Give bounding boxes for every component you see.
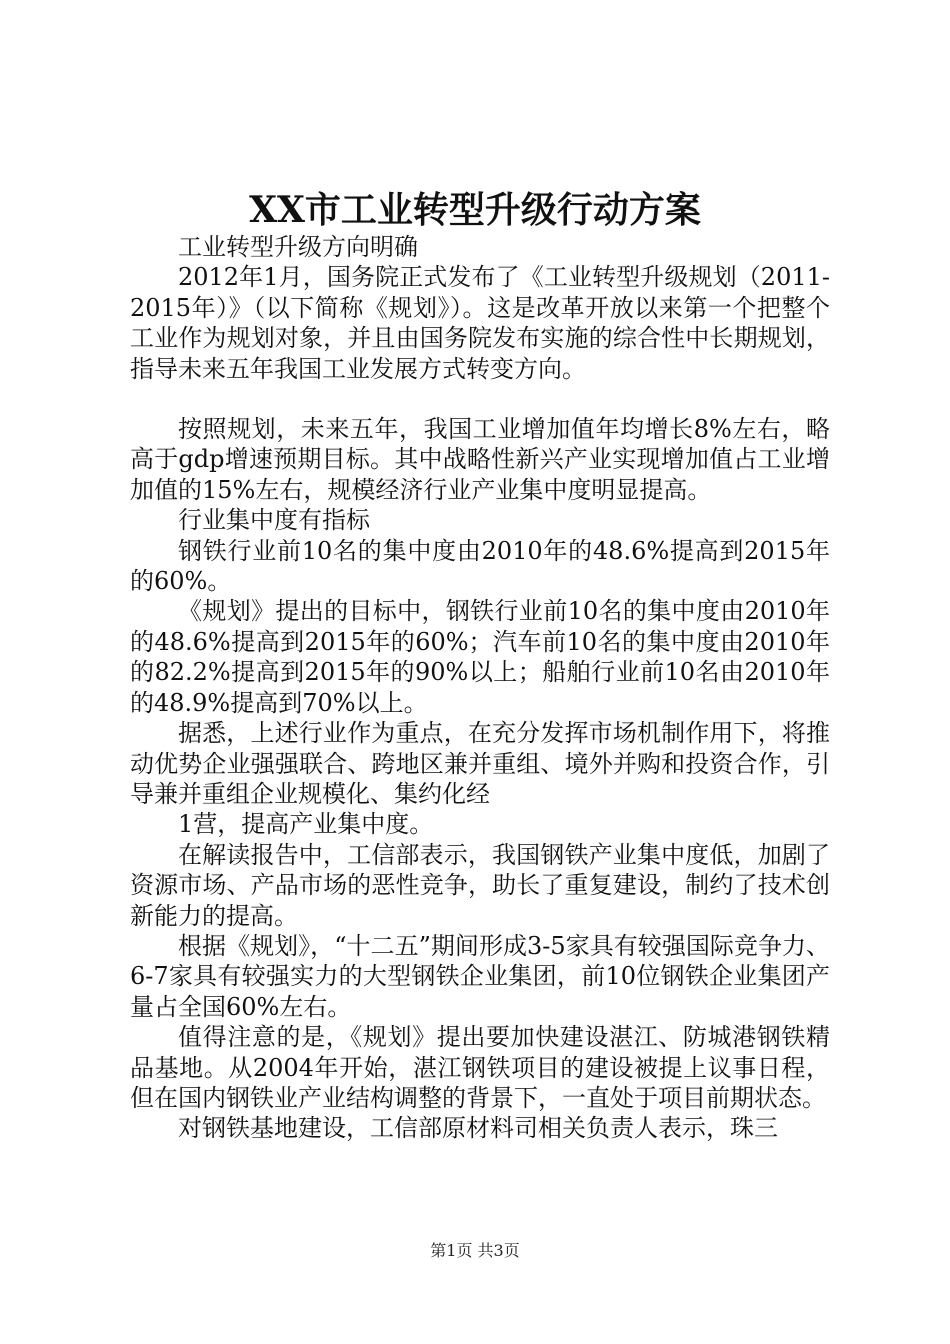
paragraph: 《规划》提出的目标中，钢铁行业前10名的集中度由2010年的48.6%提高到2015年的60%；汽车前10名的集中度由2010年的82.2%提高到2015年的90%以上；船舶行业前10名由2010年的48.9%提高到70%以上。: [130, 597, 830, 717]
paragraph: 值得注意的是，《规划》提出要加快建设湛江、防城港钢铁精品基地。从2004年开始，湛江钢铁项目的建设被提上议事日程，但在国内钢铁业产业结构调整的背景下，一直处于项目前期状态。: [130, 1023, 830, 1112]
paragraph: 1营，提高产业集中度。: [178, 810, 434, 839]
paragraph: 对钢铁基地建设，工信部原材料司相关负责人表示，珠三: [178, 1114, 778, 1143]
page-number-footer: 第1页 共3页: [430, 1241, 520, 1260]
paragraph: 据悉，上述行业作为重点，在充分发挥市场机制作用下，将推动优势企业强强联合、跨地区兼并重组、境外并购和投资合作，引导兼并重组企业规模化、集约化经: [130, 719, 830, 808]
paragraph: 按照规划，未来五年，我国工业增加值年均增长8%左右，略高于gdp增速预期目标。其中战略性新兴产业实现增加值占工业增加值的15%左右，规模经济行业产业集中度明显提高。: [130, 415, 830, 504]
paragraph: 在解读报告中，工信部表示，我国钢铁产业集中度低，加剧了资源市场、产品市场的恶性竞争，助长了重复建设，制约了技术创新能力的提高。: [130, 840, 830, 930]
section-heading: 工业转型升级方向明确: [178, 233, 418, 261]
paragraph: 根据《规划》，“十二五”期间形成3-5家具有较强国际竞争力、6-7家具有较强实力的大型钢铁企业集团，前10位钢铁企业集团产量占全国60%左右。: [130, 931, 830, 1021]
paragraph: 钢铁行业前10名的集中度由2010年的48.6%提高到2015年的60%。: [130, 536, 830, 596]
paragraph: 2012年1月，国务院正式发布了《工业转型升级规划（2011-2015年）》（以下简称《规划》）。这是改革开放以来第一个把整个工业作为规划对象，并且由国务院发布实施的综合性中长期规划，指导未来五年我国工业发展方式转变方向。: [130, 263, 830, 383]
document-title: XX市工业转型升级行动方案: [249, 189, 701, 231]
section-heading: 行业集中度有指标: [178, 506, 370, 535]
document-body: [130, 232, 830, 1144]
